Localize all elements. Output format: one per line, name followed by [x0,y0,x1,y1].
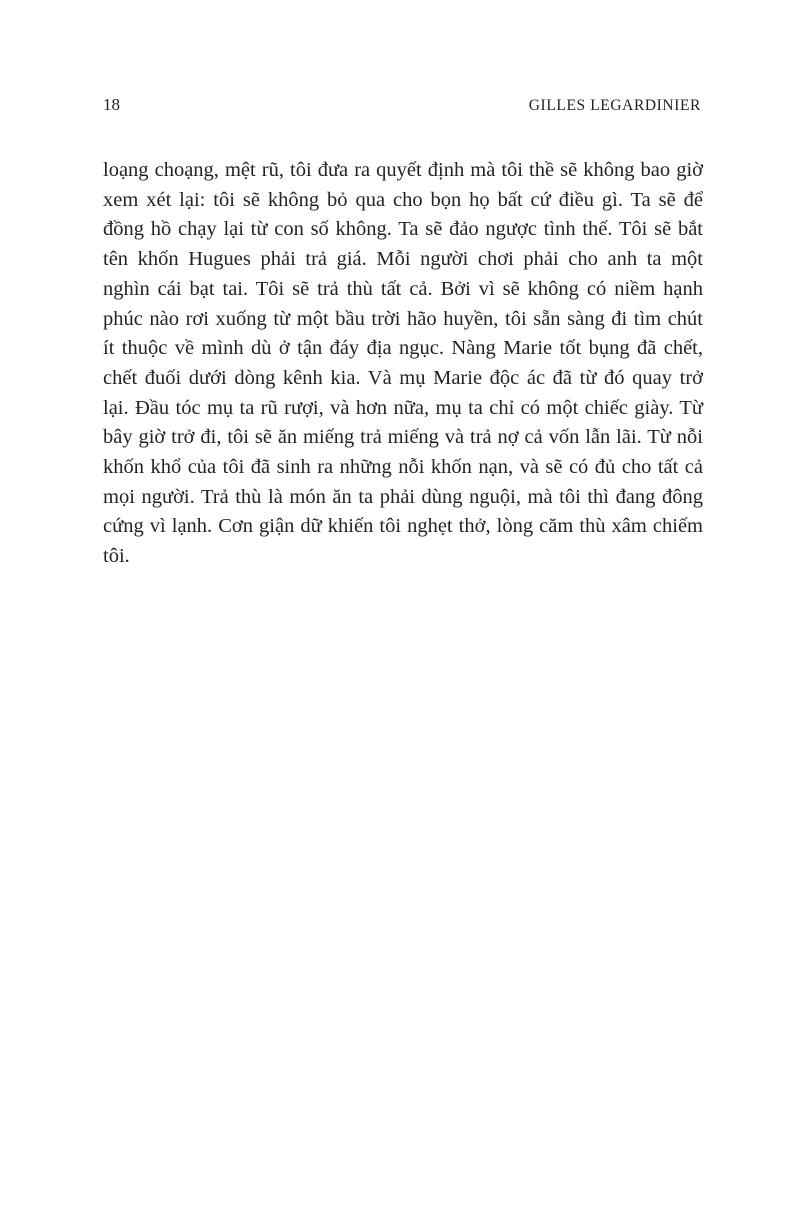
page-number: 18 [103,95,120,114]
running-header [103,95,701,115]
body-paragraph: loạng choạng, mệt rũ, tôi đưa ra quyết định mà tôi thề sẽ không bao giờ xem xét lại: tôi sẽ không bỏ qua cho bọn họ bất cứ điều gì. Ta sẽ để đồng hồ chạy lại từ con số không. Ta sẽ đảo ngược tình thế. Tôi sẽ bắt tên khốn Hugues phải trả giá. Mỗi người chơi phải cho anh ta một nghìn cái bạt tai. Tôi sẽ trả thù tất cả. Bởi vì sẽ không có niềm hạnh phúc nào rơi xuống từ một bầu trời hão huyền, tôi sẵn sàng đi tìm chút ít thuộc về mình dù ở tận đáy địa ngục. Nàng Marie tốt bụng đã chết, chết đuối dưới dòng kênh kia. Và mụ Marie độc ác đã từ đó quay trở lại. Đầu tóc mụ ta rũ rượi, và hơn nữa, mụ ta chỉ có một chiếc giày. Từ bây giờ trở đi, tôi sẽ ăn miếng trả miếng và trả nợ cả vốn lẫn lãi. Từ nỗi khốn khổ của tôi đã sinh ra những nỗi khốn nạn, và sẽ có đủ cho tất cả mọi người. Trả thù là món ăn ta phải dùng nguội, mà tôi thì đang đông cứng vì lạnh. Cơn giận dữ khiến tôi nghẹt thở, lòng căm thù xâm chiếm tôi. [103,159,703,568]
author-name: GILLES LEGARDINIER [528,97,701,114]
